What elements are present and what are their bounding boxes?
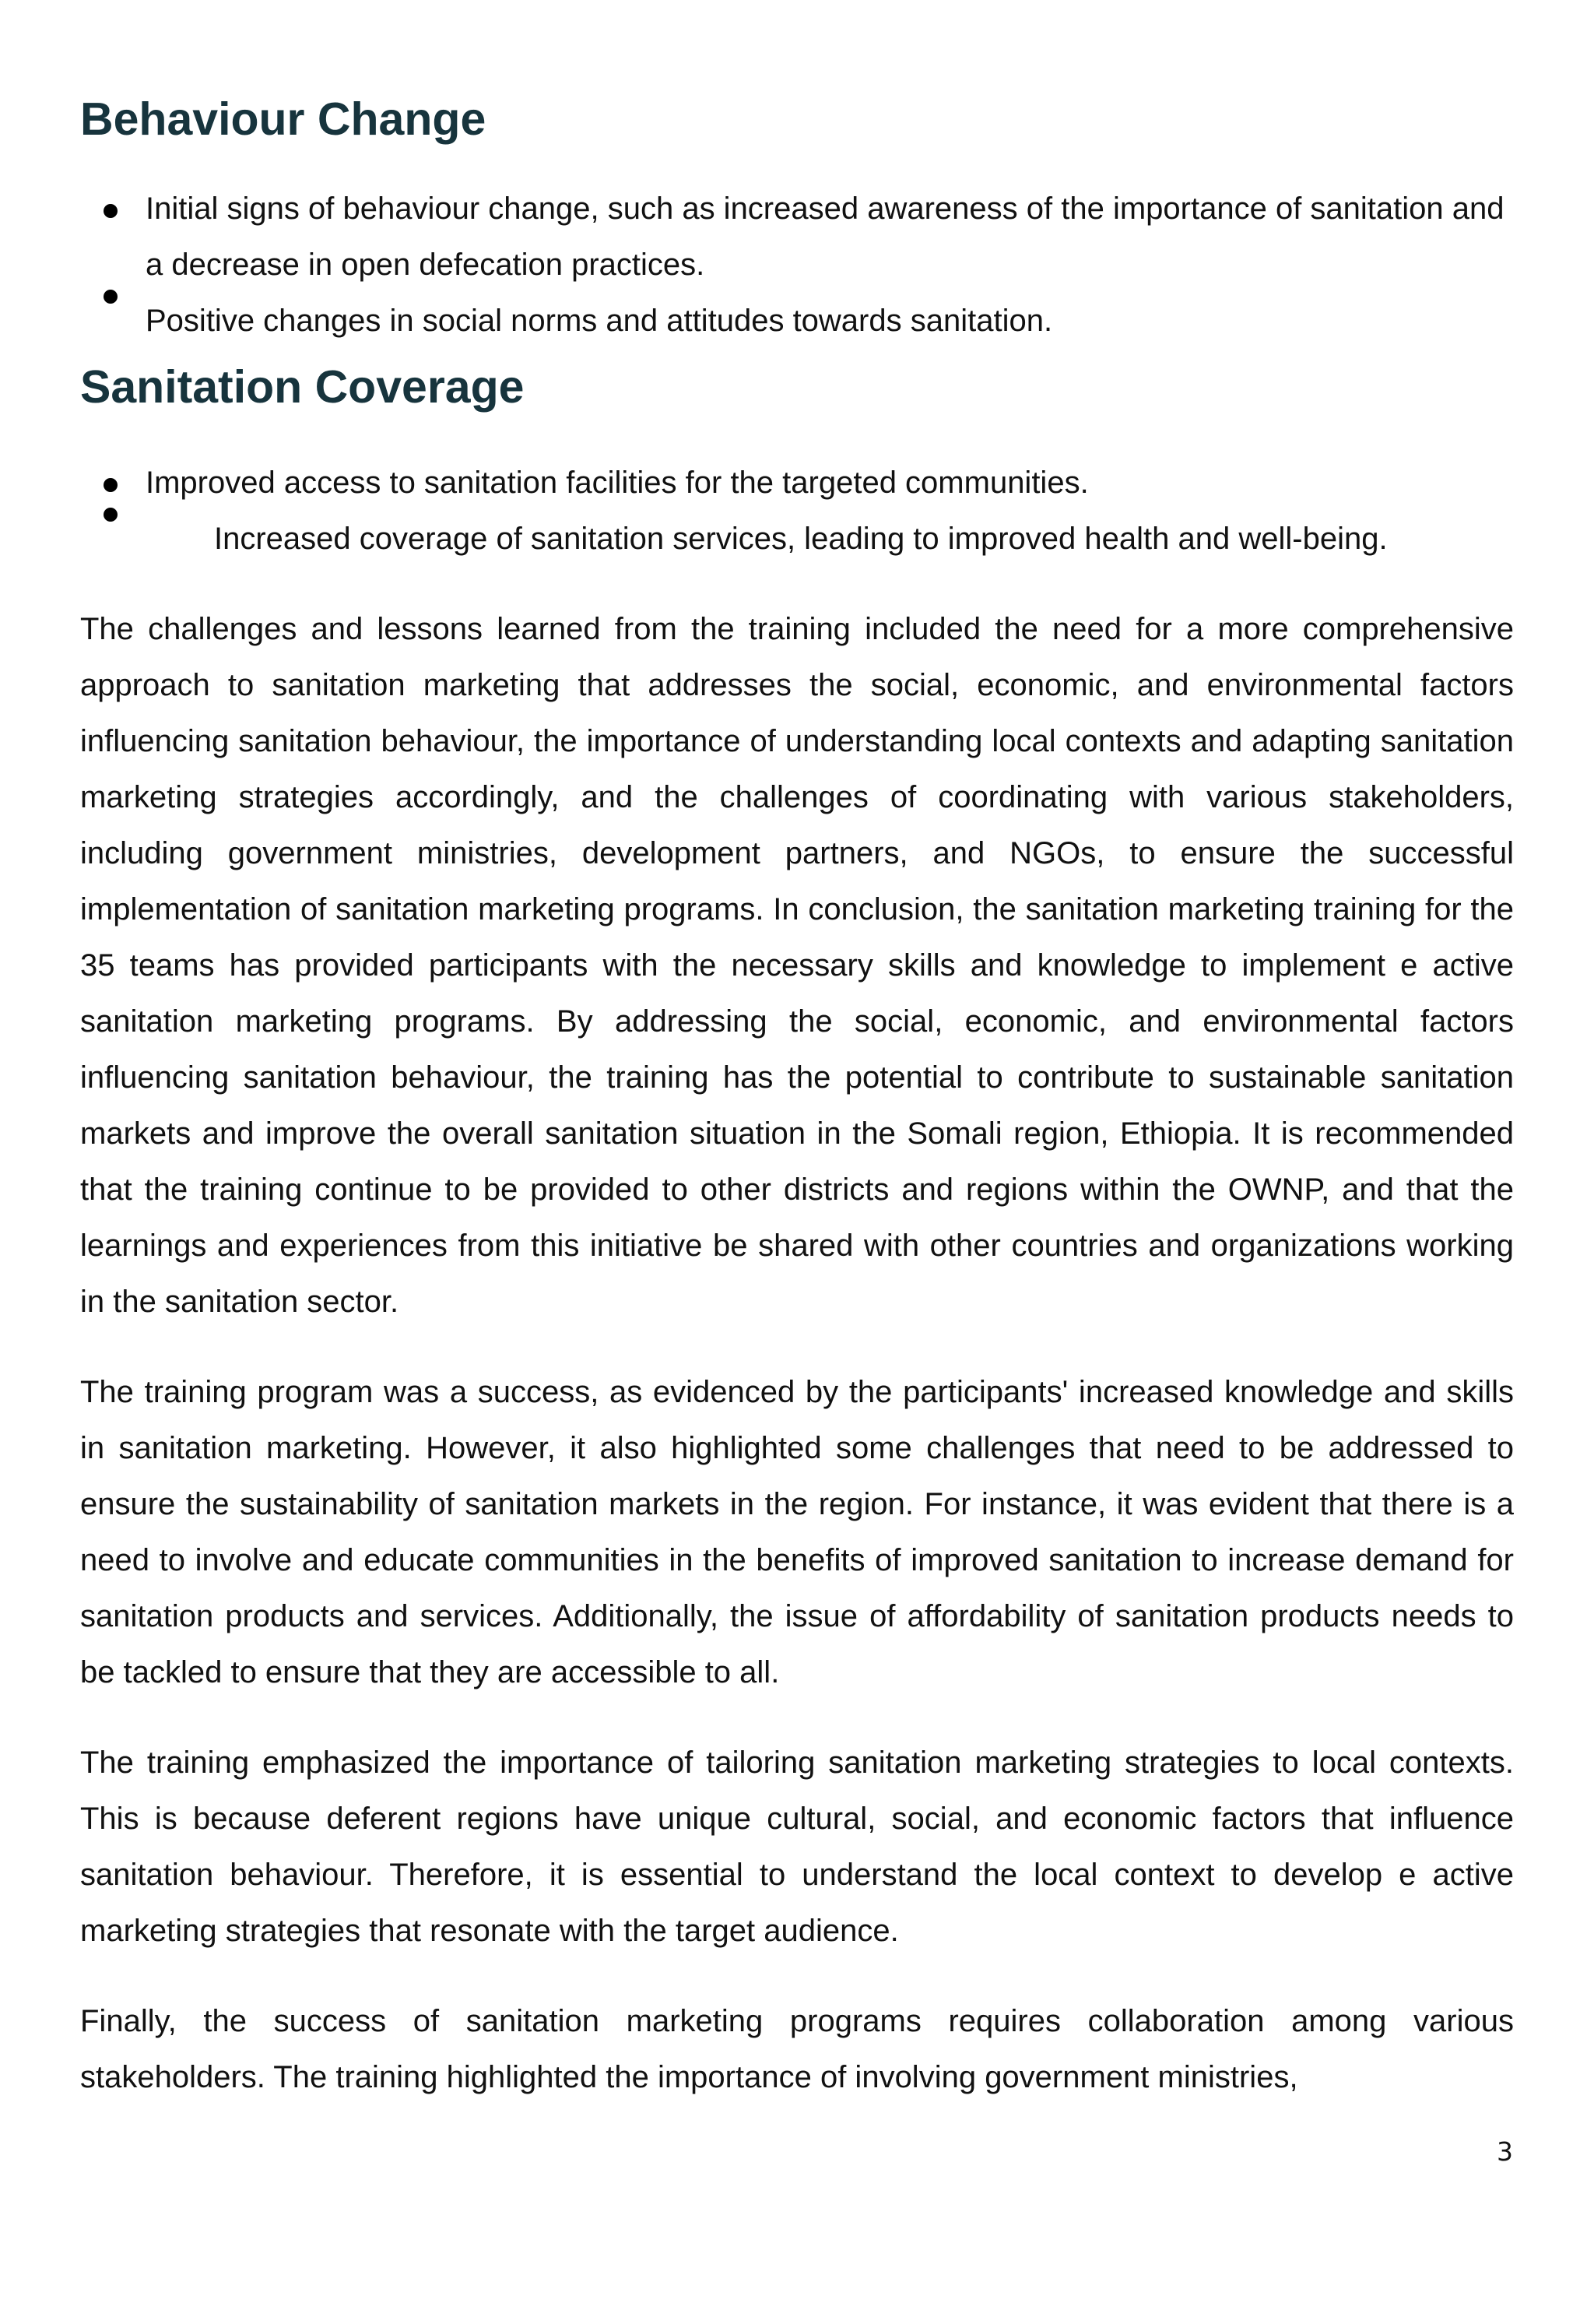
bullet-icon [104,508,118,522]
list-item-text: Initial signs of behaviour change, such as increased awareness of the importance of sanitation and a decrease in open defecation practices. [146,192,1504,282]
list-item [80,181,1514,293]
list-item [80,455,1514,511]
list-item [80,511,1514,567]
bullet-icon [104,478,118,492]
page-content [80,84,1514,2105]
paragraph: The training program was a success, as evidenced by the participants' increased knowledge and skills in sanitation marketing. However, it also highlighted some challenges that need to be addressed to ensure the sustainability of sanitation markets in the region. For instance, it was evident that there is a need to involve and educate communities in the benefits of improved sanitation to increase demand for sanitation products and services. Additionally, the issue of affordability of sanitation products needs to be tackled to ensure that they are accessible to all. [80,1375,1514,1689]
sanitation-coverage-list [80,455,1514,567]
paragraph: The training emphasized the importance of tailoring sanitation marketing strategies to local contexts. This is because deferent regions have unique cultural, social, and economic factors that influence sanitation behaviour. Therefore, it is essential to understand the local context to develop e active marketing strategies that resonate with the target audience. [80,1746,1514,1948]
behaviour-change-list [80,181,1514,349]
paragraph: The challenges and lessons learned from the training included the need for a more comprehensive approach to sanitation marketing that addresses the social, economic, and environmental factors influencing sanitation behaviour, the importance of understanding local contexts and adapting sanitation marketing strategies accordingly, and the challenges of coordinating with various stakeholders, including government ministries, development partners, and NGOs, to ensure the successful implementation of sanitation marketing programs. In conclusion, the sanitation marketing training for the 35 teams has provided participants with the necessary skills and knowledge to implement e active sanitation marketing programs. By addressing the social, economic, and environmental factors influencing sanitation behaviour, the training has the potential to contribute to sustainable sanitation markets and improve the overall sanitation situation in the Somali region, Ethiopia. It is recommended that the training continue to be provided to other districts and regions within the OWNP, and that the learnings and experiences from this initiative be shared with other countries and organizations working in the sanitation sector. [80,612,1514,1319]
list-item-text: Increased coverage of sanitation services, leading to improved health and well-being. [214,522,1388,556]
list-item-text: Positive changes in social norms and attitudes towards sanitation. [146,304,1053,338]
bullet-icon [104,290,118,304]
bullet-icon [104,204,118,218]
paragraph: Finally, the success of sanitation marketing programs requires collaboration among various stakeholders. The training highlighted the importance of involving government ministries, [80,2004,1514,2094]
list-item-text: Improved access to sanitation facilities for the targeted communities. [146,466,1089,500]
heading-behaviour-change: Behaviour Change [80,93,486,145]
page-number: 3 [1497,2136,1513,2167]
heading-sanitation-coverage: Sanitation Coverage [80,361,525,413]
list-item [80,293,1514,349]
